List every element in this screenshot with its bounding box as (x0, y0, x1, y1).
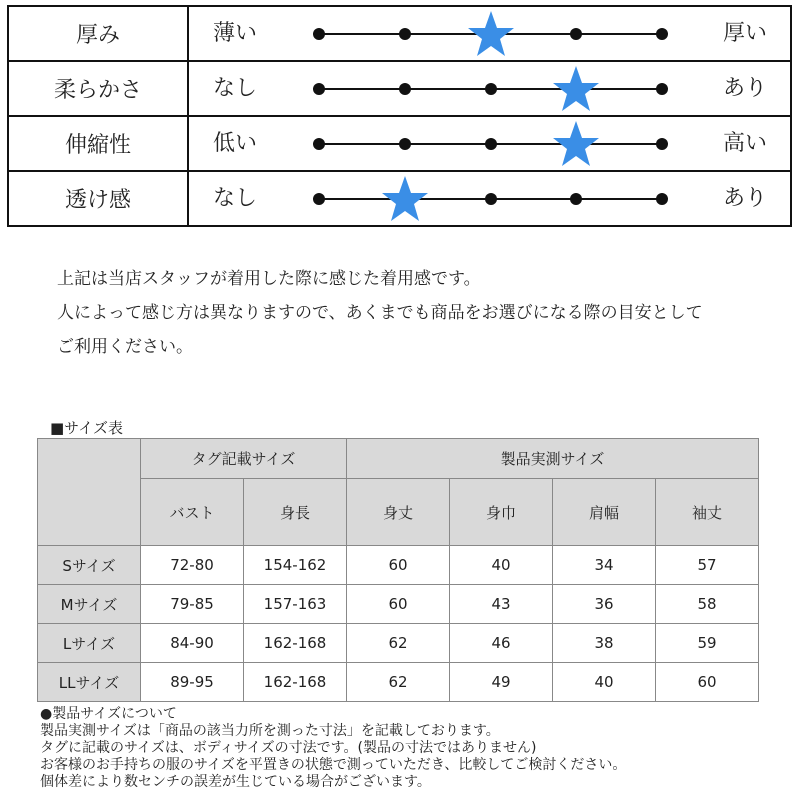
table-cell: 36 (553, 585, 656, 624)
table-cell: 60 (347, 546, 450, 585)
table-cell: 60 (656, 663, 759, 702)
table-cell: 162-168 (244, 624, 347, 663)
footnote-line: 製品実測サイズは「商品の該当力所を測った寸法」を記載しております。 (40, 723, 500, 739)
table-cell: 62 (347, 663, 450, 702)
column-header: 身巾 (450, 479, 553, 546)
scale-line (319, 143, 662, 145)
star-marker-icon (381, 175, 429, 223)
scale-min-label: なし (213, 76, 258, 101)
scale-min-label: なし (213, 186, 258, 211)
column-header: 袖丈 (656, 479, 759, 546)
staff-note (57, 262, 703, 364)
scale-max-label: 厚い (723, 21, 768, 46)
feel-row (9, 7, 790, 62)
scale-max-label: 高い (723, 131, 768, 156)
corner-cell (38, 439, 141, 546)
scale-line (319, 33, 662, 35)
table-cell: 49 (450, 663, 553, 702)
column-header: バスト (141, 479, 244, 546)
scale-dot (570, 193, 582, 205)
scale-line (319, 198, 662, 200)
table-cell: 157-163 (244, 585, 347, 624)
table-cell: 59 (656, 624, 759, 663)
fit-feel-chart (7, 5, 792, 227)
scale-dot (485, 138, 497, 150)
table-row (38, 663, 759, 702)
row-header: Lサイズ (38, 624, 141, 663)
row-header: Mサイズ (38, 585, 141, 624)
column-header: 身丈 (347, 479, 450, 546)
scale-dot (656, 28, 668, 40)
group-header-measured: 製品実測サイズ (347, 439, 759, 479)
note-line: 人によって感じ方は異なりますので、あくまでも商品をお選びになる際の目安として (57, 303, 703, 323)
scale-dot (656, 193, 668, 205)
size-table (37, 438, 759, 702)
column-header: 身長 (244, 479, 347, 546)
footnote-line: 個体差により数センチの誤差が生じている場合がございます。 (40, 774, 431, 790)
scale-dot (313, 138, 325, 150)
scale-dot (485, 193, 497, 205)
group-header-tag: タグ記載サイズ (141, 439, 347, 479)
size-table-title: ■サイズ表 (50, 419, 123, 437)
scale-dot (399, 28, 411, 40)
table-cell: 162-168 (244, 663, 347, 702)
table-cell: 72-80 (141, 546, 244, 585)
scale-min-label: 薄い (213, 21, 258, 46)
feel-label: 柔らかさ (9, 62, 189, 115)
star-marker-icon (467, 10, 515, 58)
footnote-line: お客様のお手持ちの服のサイズを平置きの状態で測っていただき、比較してご検討ください。 (40, 757, 627, 773)
table-row (38, 585, 759, 624)
table-row (38, 624, 759, 663)
table-cell: 43 (450, 585, 553, 624)
scale-dot (485, 83, 497, 95)
footnote-line: タグに記載のサイズは、ボディサイズの寸法です。(製品の寸法ではありません) (40, 740, 537, 756)
row-header: LLサイズ (38, 663, 141, 702)
feel-row (9, 172, 790, 227)
table-cell: 154-162 (244, 546, 347, 585)
table-cell: 34 (553, 546, 656, 585)
scale-dot (313, 193, 325, 205)
star-marker-icon (552, 120, 600, 168)
scale-max-label: あり (723, 76, 768, 101)
size-footnote (40, 706, 626, 791)
scale-dot (570, 28, 582, 40)
scale-dot (656, 83, 668, 95)
table-cell: 84-90 (141, 624, 244, 663)
table-cell: 89-95 (141, 663, 244, 702)
table-cell: 57 (656, 546, 759, 585)
column-header: 肩幅 (553, 479, 656, 546)
feel-row (9, 62, 790, 117)
table-cell: 40 (553, 663, 656, 702)
table-cell: 62 (347, 624, 450, 663)
feel-label: 厚み (9, 7, 189, 60)
scale-min-label: 低い (213, 131, 258, 156)
scale-dot (313, 28, 325, 40)
table-cell: 79-85 (141, 585, 244, 624)
scale-dot (313, 83, 325, 95)
table-row (38, 546, 759, 585)
star-marker-icon (552, 65, 600, 113)
feel-label: 伸縮性 (9, 117, 189, 170)
table-cell: 38 (553, 624, 656, 663)
feel-row (9, 117, 790, 172)
note-line: ご利用ください。 (57, 337, 193, 357)
table-cell: 60 (347, 585, 450, 624)
scale-dot (399, 83, 411, 95)
scale-dot (656, 138, 668, 150)
table-cell: 46 (450, 624, 553, 663)
table-cell: 58 (656, 585, 759, 624)
scale-line (319, 88, 662, 90)
feel-label: 透け感 (9, 172, 189, 225)
table-cell: 40 (450, 546, 553, 585)
row-header: Sサイズ (38, 546, 141, 585)
scale-max-label: あり (723, 186, 768, 211)
scale-dot (399, 138, 411, 150)
footnote-line: ●製品サイズについて (40, 706, 177, 722)
note-line: 上記は当店スタッフが着用した際に感じた着用感です。 (57, 269, 481, 289)
